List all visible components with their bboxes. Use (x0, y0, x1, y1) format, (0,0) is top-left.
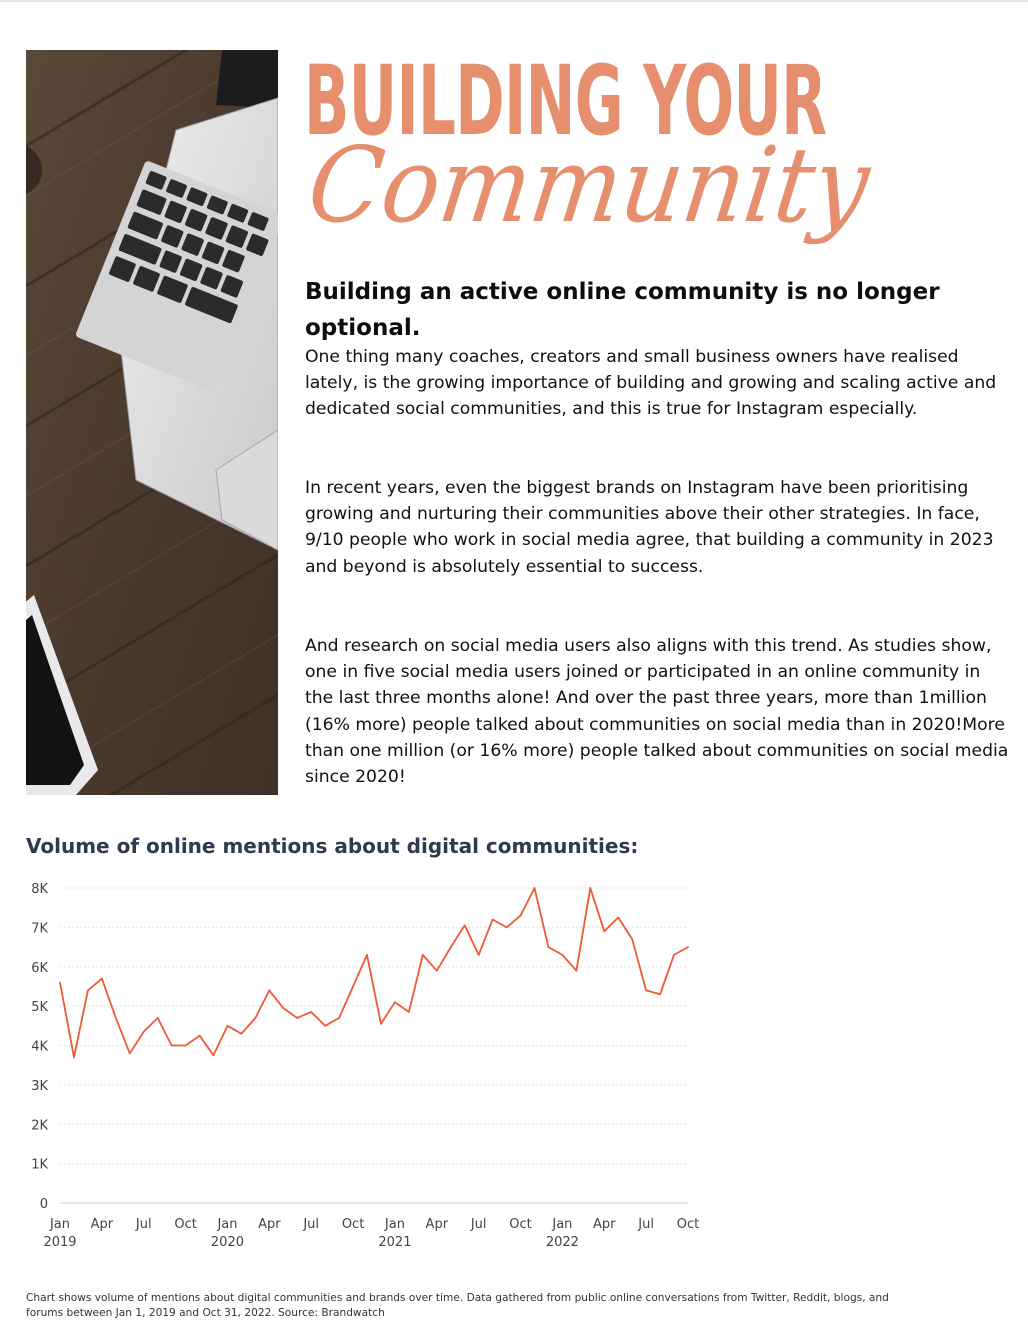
paragraph-2: In recent years, even the biggest brands on Instagram have been prioritising growing and nurturing their communities above their other strategies. In face, 9/10 people who work in social media agree, that building a community in 2023 and beyond is absolutely essential to success. (305, 478, 994, 577)
data-point (464, 925, 466, 927)
data-point (548, 946, 550, 948)
page-title: BUILDING YOUR (304, 45, 827, 157)
data-point (492, 919, 494, 921)
y-tick-label: 5K (31, 1000, 48, 1016)
y-axis-ticks (31, 882, 48, 1212)
x-tick-label: Jul (135, 1217, 152, 1232)
paragraph-1: One thing many coaches, creators and small business owners have realised lately, is the growing importance of building and growing and scaling active and dedicated social communities, and this is true for Instagram especially. (305, 347, 997, 420)
data-point (115, 1017, 117, 1019)
data-point (478, 954, 480, 956)
data-point (687, 946, 689, 948)
chart-source-note: Chart shows volume of mentions about digital communities and brands over time. Data gathered from public online conversations from Twitter, Reddit, blogs, and forums between Jan 1, 2019 and Oct 31, 2022. Source: Brandwatch (26, 1292, 889, 1319)
y-tick-label: 4K (31, 1039, 48, 1055)
data-point (408, 1011, 410, 1013)
data-point (282, 1007, 284, 1009)
x-tick-year-label: 2022 (545, 1235, 579, 1250)
x-tick-label: Jan (384, 1217, 405, 1232)
data-point (352, 986, 354, 988)
data-point (338, 1017, 340, 1019)
data-point (59, 982, 61, 984)
x-tick-label: Oct (341, 1217, 365, 1232)
data-point (171, 1045, 173, 1047)
data-point (436, 970, 438, 972)
x-tick-label: Apr (258, 1217, 281, 1232)
data-point (562, 954, 564, 956)
x-tick-label: Jan (49, 1217, 71, 1232)
lead-heading: Building an active online community is no longer optional. (305, 279, 940, 341)
page-title-script: Community (301, 124, 877, 246)
data-point (310, 1011, 312, 1013)
data-point (199, 1035, 201, 1037)
data-point (227, 1025, 229, 1027)
data-point (617, 917, 619, 919)
data-point (129, 1052, 131, 1054)
x-tick-label: Apr (425, 1217, 449, 1232)
x-tick-year-label: 2021 (378, 1235, 412, 1250)
x-tick-label: Apr (90, 1217, 114, 1232)
y-tick-label: 6K (31, 960, 48, 976)
data-point (73, 1056, 75, 1058)
data-point (589, 887, 591, 889)
data-point (296, 1017, 298, 1019)
data-point (241, 1033, 243, 1035)
y-tick-label: 2K (31, 1118, 48, 1134)
data-point (631, 938, 633, 940)
data-point (450, 946, 452, 948)
data-point (506, 926, 508, 928)
data-point (157, 1017, 159, 1019)
y-tick-label: 3K (31, 1078, 48, 1094)
x-tick-label: Jul (638, 1217, 654, 1232)
data-point (534, 887, 536, 889)
mentions-line-chart (20, 870, 710, 1255)
data-point (603, 930, 605, 932)
data-point (101, 978, 103, 980)
data-point (645, 989, 647, 991)
x-tick-label: Oct (509, 1217, 532, 1232)
y-tick-label: 0 (39, 1197, 48, 1212)
x-tick-label: Oct (676, 1217, 700, 1232)
x-axis-ticks (43, 1217, 699, 1250)
data-point (268, 989, 270, 991)
data-point (380, 1023, 382, 1025)
data-point (324, 1025, 326, 1027)
chart-series (59, 887, 689, 1058)
x-tick-label: Oct (174, 1217, 197, 1232)
x-tick-label: Jul (303, 1217, 320, 1232)
data-point (366, 954, 368, 956)
x-tick-year-label: 2019 (43, 1235, 77, 1250)
data-point (673, 954, 675, 956)
data-point (394, 1001, 396, 1003)
data-point (213, 1054, 215, 1056)
y-tick-label: 1K (31, 1157, 48, 1173)
data-point (575, 970, 577, 972)
data-point (87, 989, 89, 991)
y-tick-label: 8K (31, 882, 48, 897)
laptop-desk-photo (26, 50, 278, 795)
chart-title: Volume of online mentions about digital communities: (26, 834, 639, 858)
paragraph-3: And research on social media users also aligns with this trend. As studies show, one in five social media users joined or participated in an online community in the last three months alone! And over the past three years, more than 1million (16% more) people talked about communities on social media than in 2020!More than one million (or 16% more) people talked about communities on social media since 2020! (305, 636, 1009, 788)
y-tick-label: 7K (31, 921, 48, 937)
data-point (254, 1017, 256, 1019)
series-line (60, 888, 688, 1057)
data-point (520, 915, 522, 917)
x-tick-label: Jan (217, 1217, 238, 1232)
data-point (422, 954, 424, 956)
data-point (143, 1031, 145, 1033)
top-rule (0, 0, 1028, 2)
x-tick-label: Jan (552, 1217, 573, 1232)
x-tick-year-label: 2020 (210, 1235, 245, 1250)
data-point (185, 1045, 187, 1047)
chart-gridlines (60, 888, 688, 1203)
data-point (659, 993, 661, 995)
x-tick-label: Jul (470, 1217, 487, 1232)
x-tick-label: Apr (593, 1217, 616, 1232)
